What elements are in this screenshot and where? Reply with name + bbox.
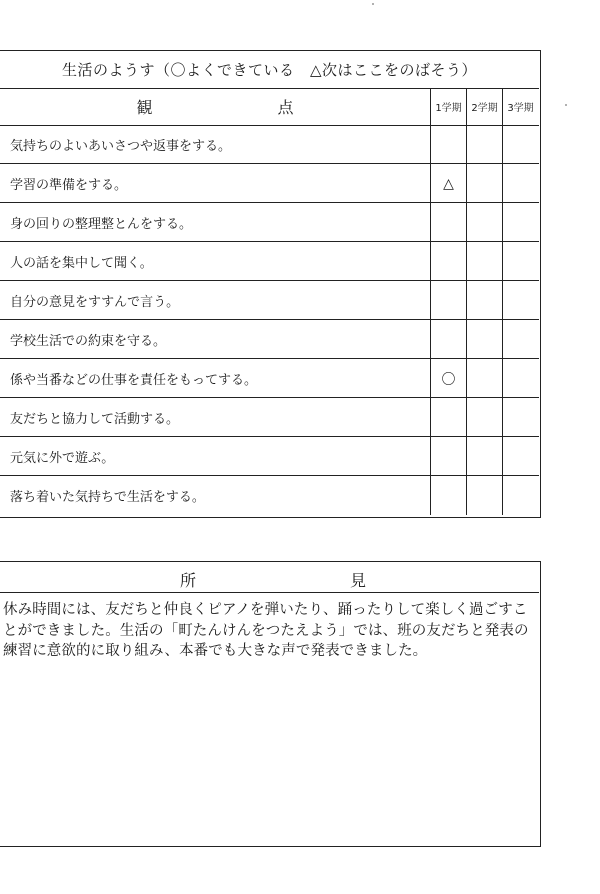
kanten-header [0, 88, 430, 125]
evaluation-cell-term-2 [466, 320, 502, 359]
kanten-char-1: 観 [136, 98, 153, 117]
shoken-box [0, 561, 541, 847]
kanten-text: 学習の準備をする。 [10, 178, 128, 193]
evaluation-cell-term-2 [466, 242, 502, 281]
seikatsu-title: 生活のようす（〇よくできている △次はここをのばそう） [0, 51, 539, 89]
evaluation-cell-term-3 [502, 281, 538, 320]
evaluation-cell-term-1 [430, 476, 466, 515]
table-row [0, 242, 539, 281]
evaluation-cell-term-3 [502, 203, 538, 242]
term-header-3: 3学期 [502, 88, 538, 125]
evaluation-cell-term-1: △ [430, 164, 466, 203]
evaluation-cell-term-2 [466, 125, 502, 164]
table-row [0, 320, 539, 359]
shoken-body: 休み時間には、友だちと仲良くピアノを弾いたり、踊ったりして楽しく過ごすことができました。生活の「町たんけんをつたえよう」では、班の友だちと発表の練習に意欲的に取り組み、本番でも大きな声で発表できました。 [3, 602, 529, 659]
scan-speck [565, 104, 567, 106]
kanten-char-2: 点 [277, 98, 294, 117]
evaluation-cell-term-1 [430, 398, 466, 437]
evaluation-cell-term-3 [502, 125, 538, 164]
evaluation-cell-term-3 [502, 359, 538, 398]
shoken-head-char-1: 所 [180, 571, 197, 590]
evaluation-cell-term-1 [430, 242, 466, 281]
evaluation-cell-term-1 [430, 320, 466, 359]
evaluation-cell-term-1 [430, 203, 466, 242]
evaluation-cell-term-3 [502, 320, 538, 359]
table-row [0, 281, 539, 320]
kanten-text: 自分の意見をすすんで言う。 [10, 295, 180, 310]
shoken-header [0, 562, 539, 593]
seikatsu-table [0, 50, 541, 518]
table-row [0, 164, 539, 203]
evaluation-cell-term-2 [466, 398, 502, 437]
evaluation-cell-term-3 [502, 476, 538, 515]
table-row [0, 359, 539, 398]
kanten-text: 身の回りの整理整とんをする。 [10, 217, 193, 232]
kanten-text: 学校生活での約束を守る。 [10, 334, 167, 349]
evaluation-cell-term-3 [502, 164, 538, 203]
evaluation-cell-term-1 [430, 125, 466, 164]
evaluation-cell-term-2 [466, 203, 502, 242]
evaluation-cell-term-2 [466, 281, 502, 320]
evaluation-cell-term-2 [466, 437, 502, 476]
evaluation-cell-term-1 [430, 281, 466, 320]
kanten-text: 係や当番などの仕事を責任をもってする。 [10, 373, 258, 388]
table-row [0, 125, 539, 164]
table-row [0, 398, 539, 437]
seikatsu-header-row [0, 88, 539, 126]
kanten-text: 元気に外で遊ぶ。 [10, 451, 115, 466]
evaluation-cell-term-1: 〇 [430, 359, 466, 398]
term-header-2: 2学期 [466, 88, 502, 125]
evaluation-cell-term-3 [502, 242, 538, 281]
evaluation-cell-term-1 [430, 437, 466, 476]
shoken-head-char-2: 見 [350, 571, 367, 590]
evaluation-cell-term-3 [502, 437, 538, 476]
table-row [0, 437, 539, 476]
kanten-text: 友だちと協力して活動する。 [10, 412, 180, 427]
kanten-text: 気持ちのよいあいさつや返事をする。 [10, 139, 232, 154]
kanten-text: 人の話を集中して聞く。 [10, 256, 153, 271]
term-header-1: 1学期 [430, 88, 466, 125]
evaluation-cell-term-3 [502, 398, 538, 437]
evaluation-cell-term-2 [466, 359, 502, 398]
table-row [0, 476, 539, 515]
evaluation-cell-term-2 [466, 476, 502, 515]
scan-speck [372, 3, 374, 5]
kanten-text: 落ち着いた気持ちで生活をする。 [10, 490, 205, 505]
evaluation-cell-term-2 [466, 164, 502, 203]
table-row [0, 203, 539, 242]
